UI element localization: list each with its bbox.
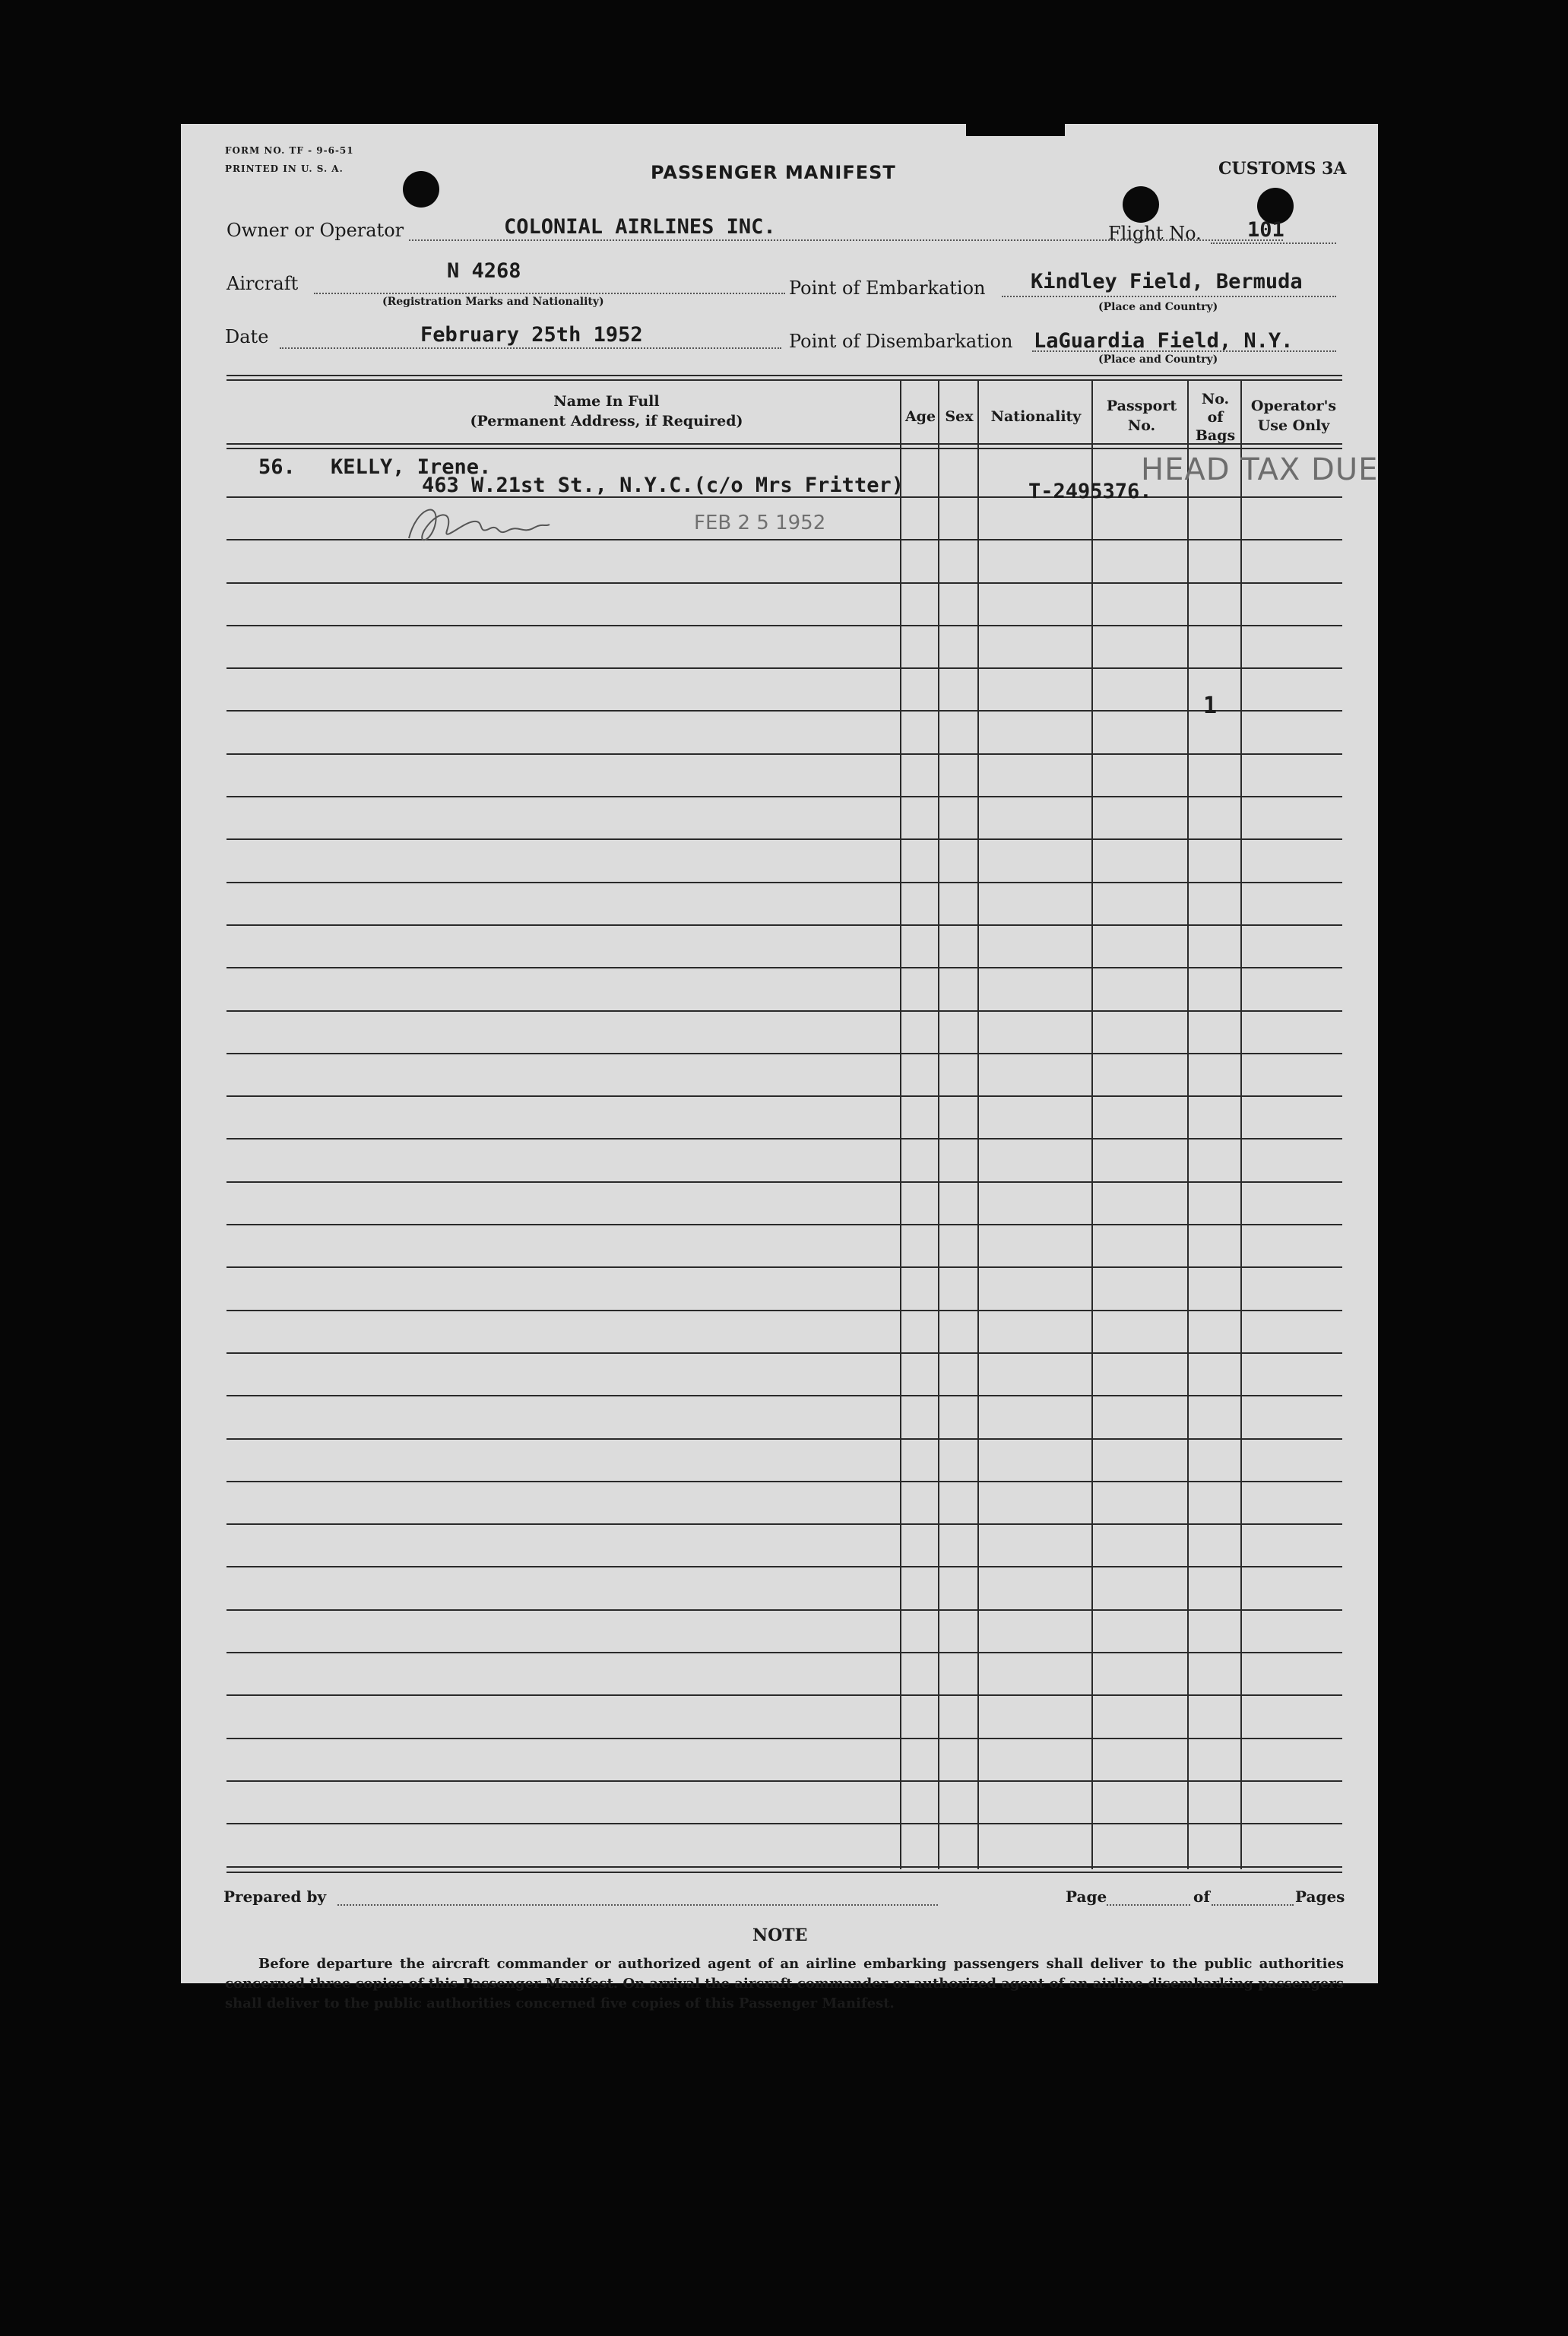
of-label: of [1193,1888,1210,1906]
embarkation-label: Point of Embarkation [789,277,986,299]
head-tax-stamp: HEAD TAX DUE [1141,452,1379,487]
entry-passport: T-2495376. [1028,480,1152,503]
header-age: Age [904,408,936,425]
disembarkation-label: Point of Disembarkation [789,331,1013,352]
table-row-rule [226,1310,1342,1311]
table-row-rule [226,710,1342,712]
page-label: Page [1066,1888,1107,1906]
table-row-rule [226,1438,1342,1440]
table-row-rule [226,1481,1342,1482]
table-row-rule [226,1566,1342,1567]
date-label: Date [225,326,269,347]
header-sex: Sex [945,408,974,425]
table-row-rule [226,625,1342,626]
table-row-rule [226,1053,1342,1054]
header-operator: Operator's Use Only [1250,398,1337,434]
aircraft-note: (Registration Marks and Nationality) [382,296,604,308]
header-nationality: Nationality [990,408,1082,425]
table-row-rule [226,1010,1342,1012]
note-text: Before departure the aircraft commander or authorized agent of an airline embarking passengers shall deliver to the public authorities concerned three copies of this Passenger Manifest. On arrival the aircraft commander or authorized agent of an airline disembarking passengers shall deliver to the public authorities concerned five copies of this Passenger Manifest. [225,1956,1344,2011]
paper-notch [966,124,1065,136]
owner-value: COLONIAL AIRLINES INC. [504,215,776,239]
table-row-rule [226,1395,1342,1396]
disembarkation-value: LaGuardia Field, N.Y. [1034,329,1294,353]
embarkation-note: (Place and Country) [1098,301,1218,313]
note-title: NOTE [752,1926,808,1945]
table-row-rule [226,539,1342,540]
date-stamp: FEB 2 5 1952 [694,512,826,534]
table-row-rule [226,667,1342,669]
table-row-rule [226,1694,1342,1696]
flight-value: 101 [1247,218,1284,242]
signature [401,493,553,553]
table-row-rule [226,924,1342,926]
pages-label: Pages [1295,1888,1345,1906]
entry-bags: 1 [1203,693,1218,719]
aircraft-value: N 4268 [447,259,521,283]
header-name: Name In Full (Permanent Address, if Required) [470,393,743,429]
manifest-document [181,124,1379,2011]
table-row-rule [226,1138,1342,1139]
owner-label: Owner or Operator [226,220,404,241]
table-row-rule [226,1780,1342,1782]
table-row-rule [226,1738,1342,1739]
form-number: FORM NO. TF - 9-6-51 [225,145,354,156]
punch-hole [403,171,439,208]
table-row-rule [226,1823,1342,1824]
table-row-rule [226,1352,1342,1354]
flight-label: Flight No. [1108,223,1202,244]
table-row-rule [226,1266,1342,1268]
table-row-rule [226,838,1342,840]
table-row-rule [226,1609,1342,1611]
punch-hole [1123,186,1159,223]
header-passport: Passport No. [1106,398,1177,434]
aircraft-label: Aircraft [226,273,299,294]
form-title: PASSENGER MANIFEST [651,162,896,183]
printed-note: PRINTED IN U. S. A. [225,163,344,174]
date-value: February 25th 1952 [420,323,643,347]
entry-address: 463 W.21st St., N.Y.C.(c/o Mrs Fritter) [422,474,904,497]
table-row-rule [226,1181,1342,1183]
entry-name: KELLY, Irene. [331,455,492,479]
table-row-rule [226,1652,1342,1653]
table-row-rule [226,882,1342,883]
table-row-rule [226,796,1342,797]
table-row-rule [226,1523,1342,1525]
disembarkation-note: (Place and Country) [1098,353,1218,366]
table-row-rule [226,967,1342,968]
table-row-rule [226,582,1342,584]
table-row-rule [226,753,1342,755]
embarkation-value: Kindley Field, Bermuda [1031,270,1303,293]
table-row-rule [226,1095,1342,1097]
header-bags: No. of Bags [1195,391,1236,444]
prepared-by-label: Prepared by [223,1888,327,1906]
customs-code: CUSTOMS 3A [1218,159,1347,179]
table-row-rule [226,1224,1342,1225]
entry-number: 56. [258,455,296,479]
